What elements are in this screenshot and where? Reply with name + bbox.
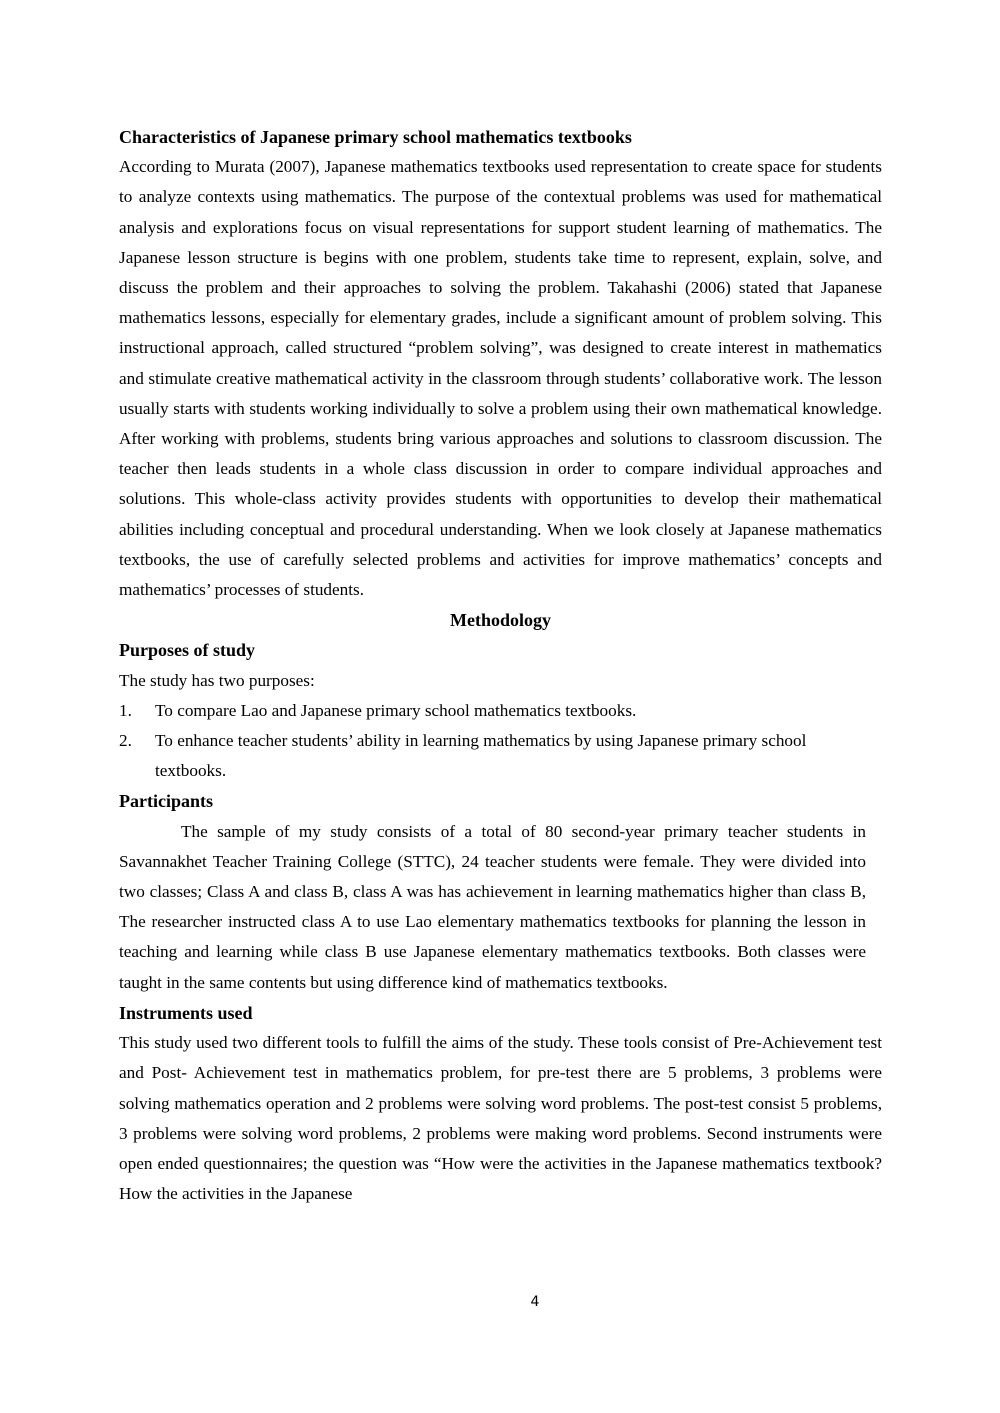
instruments-paragraph: This study used two different tools to fulfill the aims of the study. These tools consist of Pre-Achievement test and Post- Achievement test in mathematics problem, for pre-test there are 5 problems, 3 problems were solving mathematics operation and 2 problems were solving word problems. The post-test consist 5 problems, 3 problems were solving word problems, 2 problems were making word problems. Second instruments were open ended questionnaires; the question was “How were the activities in the Japanese mathematics textbook? How the activities in the Japanese — [119, 1033, 882, 1204]
section-heading-characteristics: Characteristics of Japanese primary school mathematics textbooks — [119, 127, 632, 147]
purpose-text: To enhance teacher students’ ability in learning mathematics by using Japanese primary school textbooks. — [155, 731, 807, 781]
purpose-text: To compare Lao and Japanese primary school mathematics textbooks. — [155, 700, 637, 720]
purposes-intro: The study has two purposes: — [119, 670, 315, 690]
purposes-heading: Purposes of study — [119, 640, 256, 661]
purposes-list — [119, 696, 866, 787]
page-number: 4 — [530, 1294, 540, 1310]
methodology-title: Methodology — [450, 610, 551, 631]
participants-paragraph: The sample of my study consists of a total of 80 second-year primary teacher students in Savannakhet Teacher Training College (STTC), 24 teacher students were female. They were divided into two classes; Class A and class B, class A was has achievement in learning mathematics higher than class B, The researcher instructed class A to use Lao elementary mathematics textbooks for planning the lesson in teaching and learning while class B use Japanese elementary mathematics textbooks. Both classes were taught in the same contents but using difference kind of mathematics textbooks. — [119, 821, 866, 992]
page-content — [119, 122, 882, 1209]
purpose-item — [119, 726, 866, 786]
participants-heading: Participants — [119, 791, 213, 812]
instruments-heading: Instruments used — [119, 1002, 253, 1023]
purpose-number: 1. — [119, 700, 132, 720]
characteristics-paragraph: According to Murata (2007), Japanese mathematics textbooks used representation to create space for students to analyze contexts using mathematics. The purpose of the contextual problems was used for mathematical analysis and explorations focus on visual representations for support student learning of mathematics. The Japanese lesson structure is begins with one problem, students take time to represent, explain, solve, and discuss the problem and their approaches to solving the problem. Takahashi (2006) stated that Japanese mathematics lessons, especially for elementary grades, include a significant amount of problem solving. This instructional approach, called structured “problem solving”, was designed to create interest in mathematics and stimulate creative mathematical activity in the classroom through students’ collaborative work. The lesson usually starts with students working individually to solve a problem using their own mathematical knowledge. After working with problems, students bring various approaches and solutions to classroom discussion. The teacher then leads students in a whole class discussion in order to compare individual approaches and solutions. This whole-class activity provides students with opportunities to develop their mathematical abilities including conceptual and procedural understanding. When we look closely at Japanese mathematics textbooks, the use of carefully selected problems and activities for improve mathematics’ concepts and mathematics’ processes of students. — [119, 157, 882, 600]
purpose-number: 2. — [119, 731, 132, 751]
purpose-item — [119, 696, 866, 726]
